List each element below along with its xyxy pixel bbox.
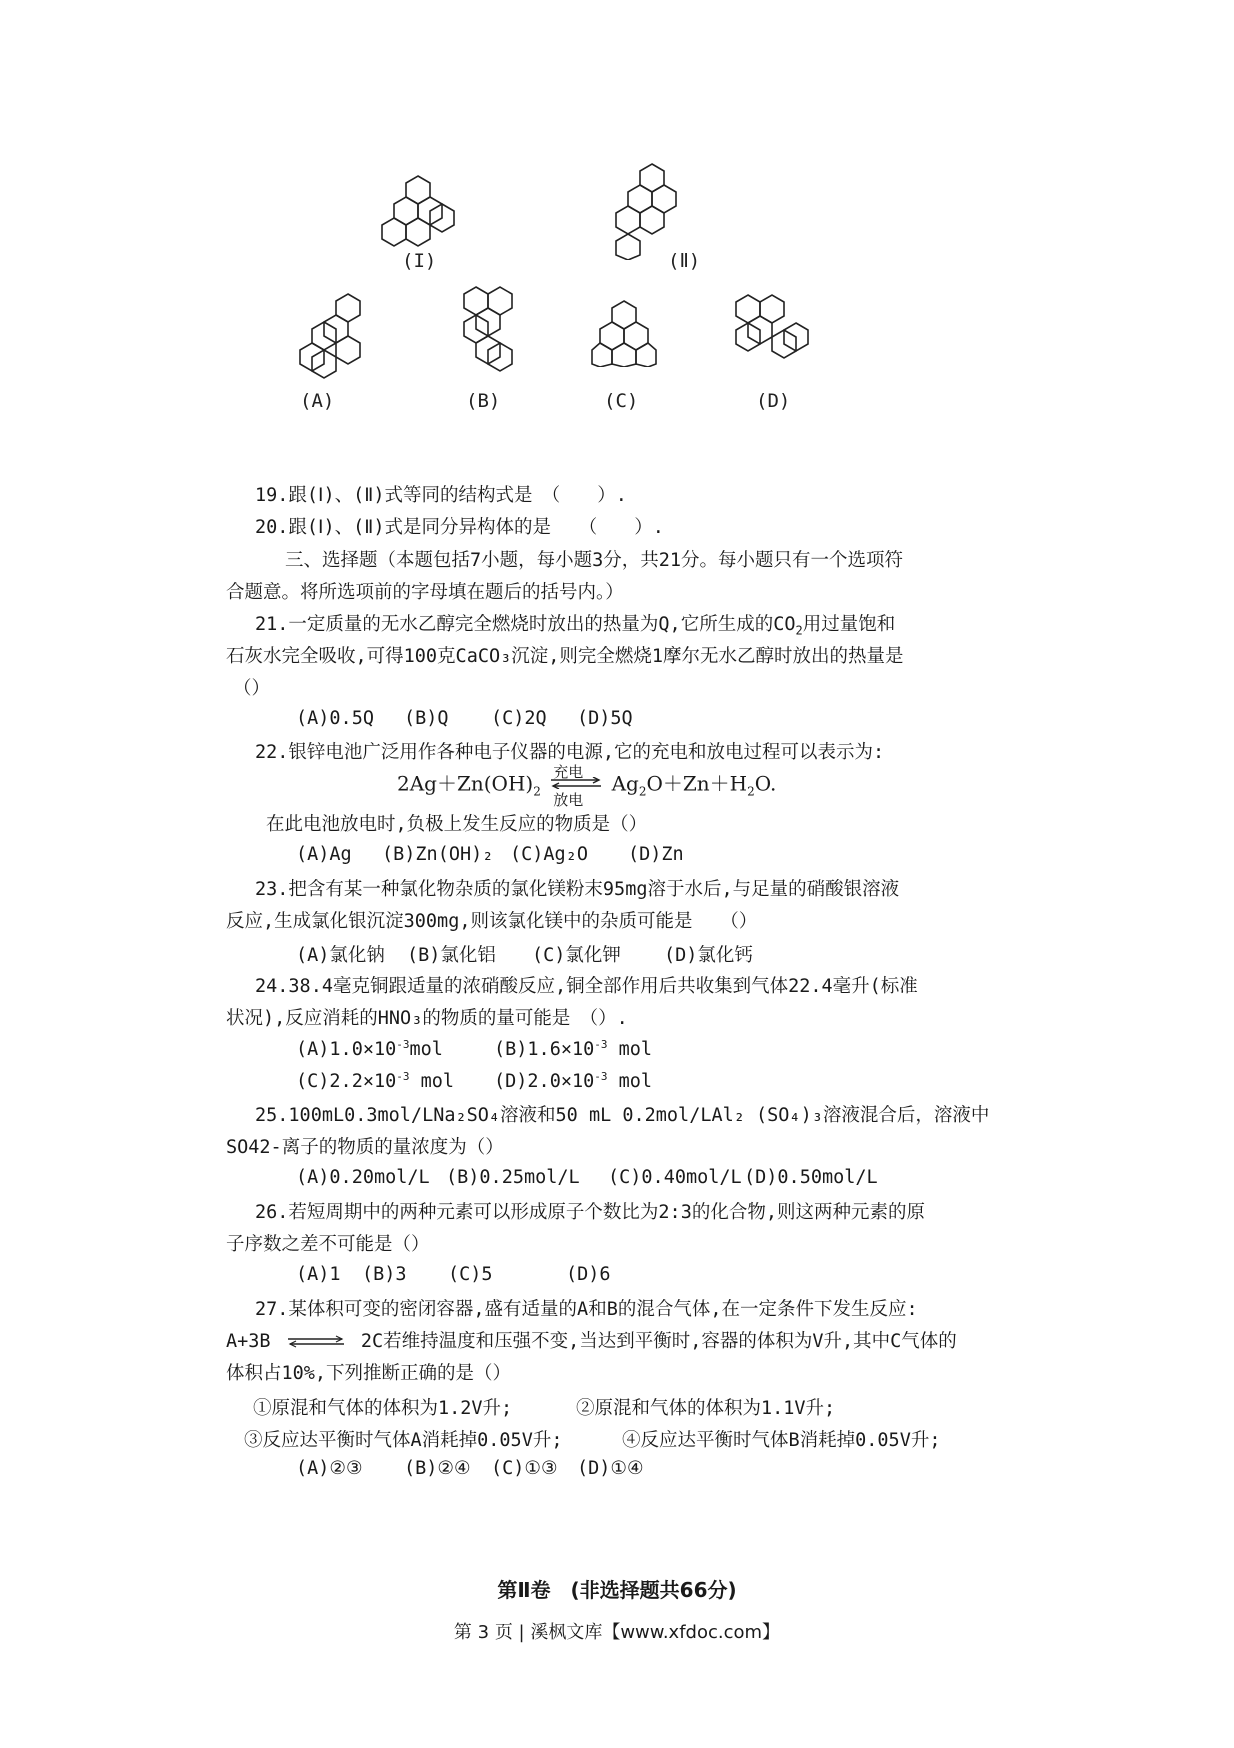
molecule-D-drawing xyxy=(732,291,824,363)
question-26-line1: 26.若短周期中的两种元素可以形成原子个数比为2:3的化合物,则这两种元素的原 xyxy=(255,1202,925,1223)
question-22-option-a: (A)Ag xyxy=(296,844,352,865)
label-A: (A) xyxy=(300,390,335,412)
question-27-statement-1: ①原混和气体的体积为1.2V升; xyxy=(253,1398,513,1419)
question-26-option-a: (A)1 xyxy=(296,1264,341,1285)
molecule-B-drawing xyxy=(452,283,524,379)
battery-reaction-equation: $2Ag+Zn(OH)_2$ 充电 放电 $Ag_2O+Zn+H_2O$. xyxy=(397,763,777,809)
question-22-option-d: (D)Zn xyxy=(628,844,684,865)
question-25-option-a: (A)0.20mol/L xyxy=(296,1167,430,1188)
question-26-option-d: (D)6 xyxy=(566,1264,611,1285)
molecule-II-drawing xyxy=(612,160,692,260)
question-27-option-d: (D)①④ xyxy=(577,1458,644,1479)
molecule-B xyxy=(452,283,524,379)
question-27-line1: 27.某体积可变的密闭容器,盛有适量的A和B的混合气体,在一定条件下发生反应: xyxy=(255,1299,918,1320)
question-21-option-b: (B)Q xyxy=(404,708,449,729)
question-27-option-c: (C)①③ xyxy=(491,1458,558,1479)
question-25-line1: 25.100mL0.3mol/LNa₂SO₄溶液和50 mL 0.2mol/LAl₂ (SO₄)₃溶液混合后，溶液中 xyxy=(255,1105,990,1126)
question-24-option-b: $(B)1.6\times 10^{-3}$ mol xyxy=(494,1038,653,1061)
question-21-line3: （） xyxy=(233,678,271,699)
question-22-option-b: (B)Zn(OH)₂ xyxy=(382,844,494,865)
question-25-option-b: (B)0.25mol/L xyxy=(446,1167,580,1188)
molecule-A xyxy=(292,290,372,382)
molecule-I xyxy=(370,172,480,250)
molecule-C xyxy=(588,297,660,367)
question-26-option-b: (B)3 xyxy=(362,1264,407,1285)
question-22-line1: 22.银锌电池广泛用作各种电子仪器的电源,它的充电和放电过程可以表示为: xyxy=(255,742,885,763)
page-footer: 第 3 页 | 溪枫文库【www.xfdoc.com】 xyxy=(453,1622,781,1643)
question-22-option-c: (C)Ag₂O xyxy=(510,844,588,865)
question-23-option-d: (D)氯化钙 xyxy=(664,945,753,966)
question-23-option-a: (A)氯化钠 xyxy=(296,945,385,966)
question-25-option-d: (D)0.50mol/L xyxy=(744,1167,878,1188)
molecule-D xyxy=(732,291,824,363)
question-25-line2: SO42-离子的物质的量浓度为（） xyxy=(226,1137,504,1158)
equilibrium-arrow-icon xyxy=(286,1335,346,1349)
section-3-heading-line2: 合题意。将所选项前的字母填在题后的括号内。） xyxy=(226,582,624,603)
question-22-line2: 在此电池放电时,负极上发生反应的物质是（） xyxy=(266,814,648,835)
molecule-II xyxy=(612,160,692,260)
question-24-line2: 状况),反应消耗的HNO₃的物质的量可能是 （）. xyxy=(226,1008,628,1029)
question-20: 20.跟(Ⅰ)、(Ⅱ)式是同分异构体的是 （ ）. xyxy=(255,517,664,538)
molecule-I-drawing xyxy=(370,172,480,250)
question-24-option-c: $(C)2.2\times 10^{-3}$ mol xyxy=(296,1070,455,1093)
label-D: (D) xyxy=(756,390,791,412)
question-27-option-b: (B)②④ xyxy=(404,1458,471,1479)
question-24-option-d: $(D)2.0\times 10^{-3}$ mol xyxy=(494,1070,653,1093)
question-27-line3: 体积占10%,下列推断正确的是（） xyxy=(226,1363,512,1384)
question-23-option-c: (C)氯化钾 xyxy=(532,945,621,966)
question-24-option-a: $(A)1.0\times 10^{-3}mol$ xyxy=(296,1038,443,1061)
section-2-title: 第Ⅱ卷 (非选择题共66分) xyxy=(497,1578,737,1602)
label-C: (C) xyxy=(604,390,639,412)
question-21-line2: 石灰水完全吸收,可得100克CaCO₃沉淀,则完全燃烧1摩尔无水乙醇时放出的热量是 xyxy=(226,646,904,667)
question-21-line1: 21.一定质量的无水乙醇完全燃烧时放出的热量为Q,它所生成的$CO_2$用过量饱和 xyxy=(255,614,896,638)
label-I: (I) xyxy=(402,250,437,272)
question-21-option-a: (A)0.5Q xyxy=(296,708,374,729)
question-26-option-c: (C)5 xyxy=(448,1264,493,1285)
question-23-option-b: (B)氯化铝 xyxy=(407,945,496,966)
section-3-heading-line1: 三、选择题（本题包括7小题，每小题3分，共21分。每小题只有一个选项符 xyxy=(285,550,904,571)
question-19: 19.跟(Ⅰ)、(Ⅱ)式等同的结构式是 （ ）. xyxy=(255,485,627,506)
reversible-arrow: 充电 放电 xyxy=(549,763,603,807)
label-B: (B) xyxy=(466,390,501,412)
question-21-option-c: (C)2Q xyxy=(491,708,547,729)
question-27-line2: A+3B 2C若维持温度和压强不变,当达到平衡时,容器的体积为V升,其中C气体的 xyxy=(226,1331,957,1352)
question-21-option-d: (D)5Q xyxy=(577,708,633,729)
question-26-line2: 子序数之差不可能是（） xyxy=(226,1234,430,1255)
molecule-A-drawing xyxy=(292,290,372,382)
molecule-C-drawing xyxy=(588,297,660,367)
question-27-statement-2: ②原混和气体的体积为1.1V升; xyxy=(576,1398,836,1419)
question-27-statement-4: ④反应达平衡时气体B消耗掉0.05V升; xyxy=(622,1430,941,1451)
question-27-statement-3: ③反应达平衡时气体A消耗掉0.05V升; xyxy=(244,1430,563,1451)
equilibrium-arrow-icon xyxy=(549,777,603,789)
question-25-option-c: (C)0.40mol/L xyxy=(608,1167,742,1188)
question-24-line1: 24.38.4毫克铜跟适量的浓硝酸反应,铜全部作用后共收集到气体22.4毫升(标准 xyxy=(255,976,918,997)
question-27-option-a: (A)②③ xyxy=(296,1458,363,1479)
label-II: (Ⅱ) xyxy=(668,250,701,272)
question-23-line1: 23.把含有某一种氯化物杂质的氯化镁粉末95mg溶于水后,与足量的硝酸银溶液 xyxy=(255,879,900,900)
question-23-line2: 反应,生成氯化银沉淀300mg,则该氯化镁中的杂质可能是 （） xyxy=(226,911,758,932)
